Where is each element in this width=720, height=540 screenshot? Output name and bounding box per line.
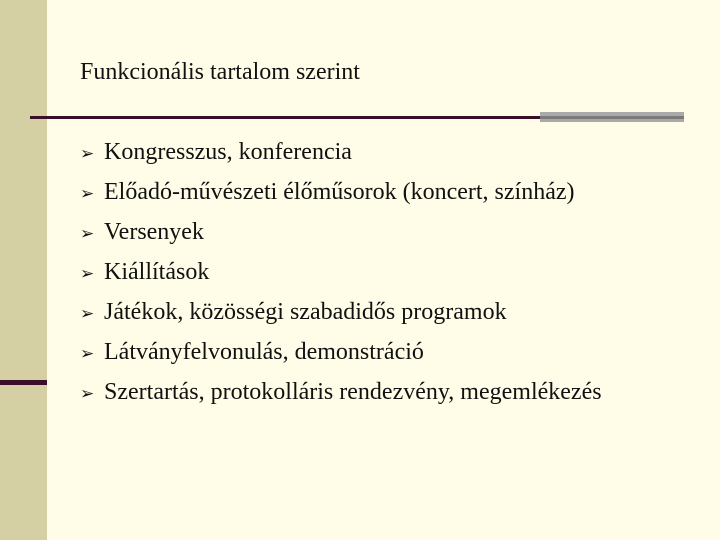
title-underline	[30, 116, 540, 119]
arrow-bullet-icon: ➢	[80, 384, 95, 404]
arrow-bullet-icon: ➢	[80, 304, 95, 324]
arrow-bullet-icon: ➢	[80, 344, 95, 364]
bullet-item	[80, 336, 602, 376]
bullet-item	[80, 136, 602, 176]
bullet-text: Kongresszus, konferencia	[104, 139, 352, 165]
bullet-text: Látványfelvonulás, demonstráció	[104, 339, 424, 365]
arrow-bullet-icon: ➢	[80, 224, 95, 244]
left-bar-accent-line	[0, 380, 47, 385]
bullet-item	[80, 256, 602, 296]
slide-title: Funkcionális tartalom szerint	[80, 59, 360, 85]
title-underline-accent-line	[540, 116, 684, 119]
bullet-item	[80, 376, 602, 416]
bullet-text: Játékok, közösségi szabadidős programok	[104, 299, 507, 325]
arrow-bullet-icon: ➢	[80, 184, 95, 204]
bullet-item	[80, 216, 602, 256]
arrow-bullet-icon: ➢	[80, 144, 95, 164]
bullet-item	[80, 176, 602, 216]
bullet-text: Szertartás, protokolláris rendezvény, megemlékezés	[104, 379, 602, 405]
left-decorative-bar	[0, 0, 47, 540]
bullet-text: Előadó-művészeti élőműsorok (koncert, színház)	[104, 179, 575, 205]
bullet-list	[80, 136, 602, 416]
bullet-text: Versenyek	[104, 219, 204, 245]
bullet-text: Kiállítások	[104, 259, 210, 285]
bullet-item	[80, 296, 602, 336]
arrow-bullet-icon: ➢	[80, 264, 95, 284]
